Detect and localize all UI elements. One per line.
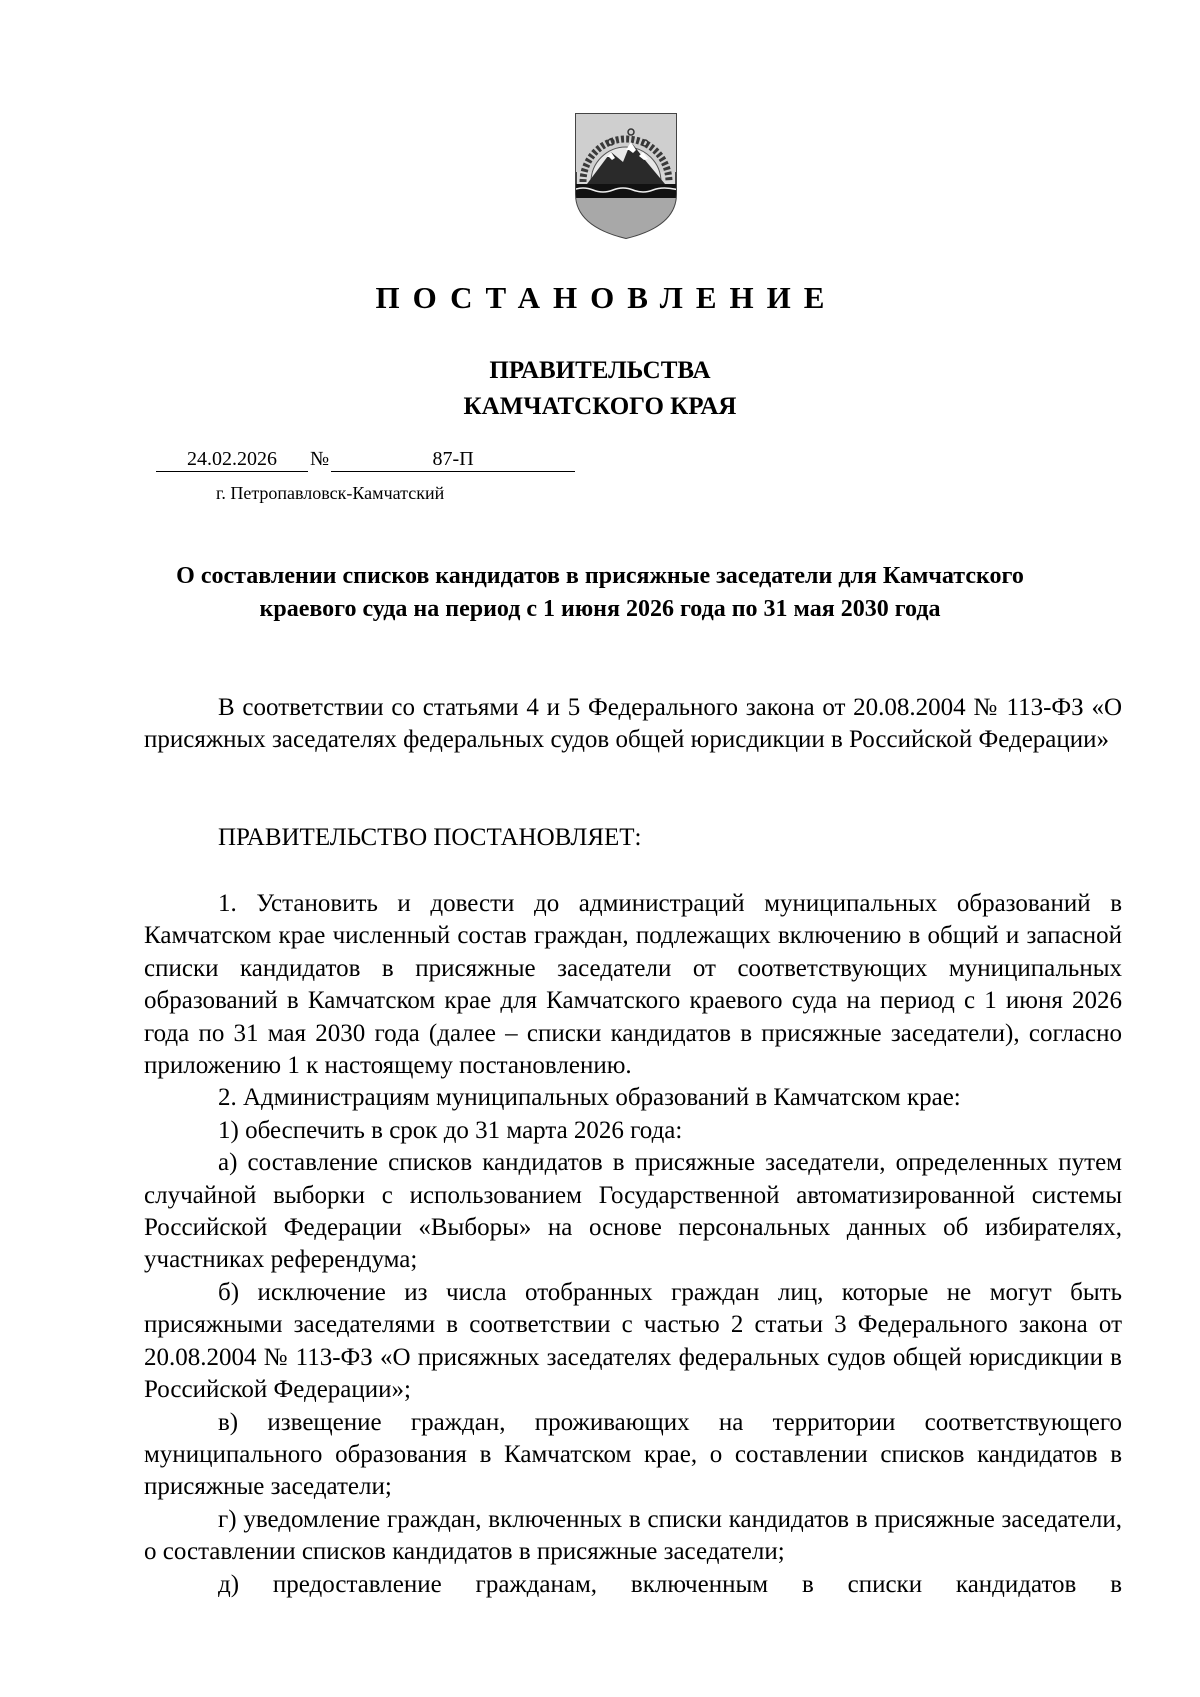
item-g: г) уведомление граждан, включенных в списки кандидатов в присяжные заседатели, о составлении списков кандидатов в присяжные заседатели; (144, 1505, 1122, 1566)
preamble-paragraph: В соответствии со статьями 4 и 5 Федерального закона от 20.08.2004 № 113-ФЗ «О присяжных заседателях федеральных судов общей юрисдикции в Российской Федерации» (144, 694, 1122, 754)
kamchatka-coat-of-arms-icon (573, 112, 679, 240)
paragraph-2: 2. Администрациям муниципальных образований в Камчатском крае: (218, 1084, 961, 1112)
document-date: 24.02.2026 (156, 447, 308, 472)
item-d: д) предоставление гражданам, включенным в списки кандидатов в (218, 1570, 1122, 1598)
item-b: б) исключение из числа отобранных граждан лиц, которые не могут быть присяжными заседателями в соответствии с частью 2 статьи 3 Федерального закона от 20.08.2004 № 113-ФЗ «О присяжных заседателях федеральных судов общей юрисдикции в Российской Федерации»; (144, 1278, 1122, 1404)
item-v: в) извещение граждан, проживающих на территории соответствующего муниципального образования в Камчатском крае, о составлении списков кандидатов в присяжные заседатели; (144, 1408, 1122, 1501)
date-number-line (156, 447, 575, 472)
document-body (144, 888, 1122, 1601)
document-number: 87-П (331, 447, 575, 472)
document-title: О составлении списков кандидатов в присяжные заседатели для Камчатского краевого суда на период с 1 июня 2026 года по 31 мая 2030 года (176, 563, 1024, 622)
resolves-heading: ПРАВИТЕЛЬСТВО ПОСТАНОВЛЯЕТ: (218, 824, 642, 851)
preamble (144, 692, 1122, 757)
city-line: г. Петропавловск-Камчатский (216, 483, 445, 503)
issuing-authority (0, 353, 1200, 425)
number-sign: № (310, 448, 330, 470)
paragraph-1: 1. Установить и довести до администраций муниципальных образований в Камчатском крае численный состав граждан, подлежащих включению в общий и запасной списки кандидатов в присяжные заседатели от соответствующих муниципальных образований в Камчатском крае для Камчатского краевого суда на период с 1 июня 2026 года по 31 мая 2030 года (далее – списки кандидатов в присяжные заседатели), согласно приложению 1 к настоящему постановлению. (144, 890, 1122, 1080)
document-type-heading: ПОСТАНОВЛЕНИЕ (375, 280, 838, 315)
subparagraph-1: 1) обеспечить в срок до 31 марта 2026 года: (218, 1116, 683, 1144)
authority-line-2: КАМЧАТСКОГО КРАЯ (463, 393, 737, 420)
authority-line-1: ПРАВИТЕЛЬСТВА (489, 357, 711, 384)
item-a: а) составление списков кандидатов в присяжные заседатели, определенных путем случайной выборки с использованием Государственной автоматизированной системы Российской Федерации «Выборы» на основе персональных данных об избирателях, участниках референдума; (144, 1149, 1122, 1274)
